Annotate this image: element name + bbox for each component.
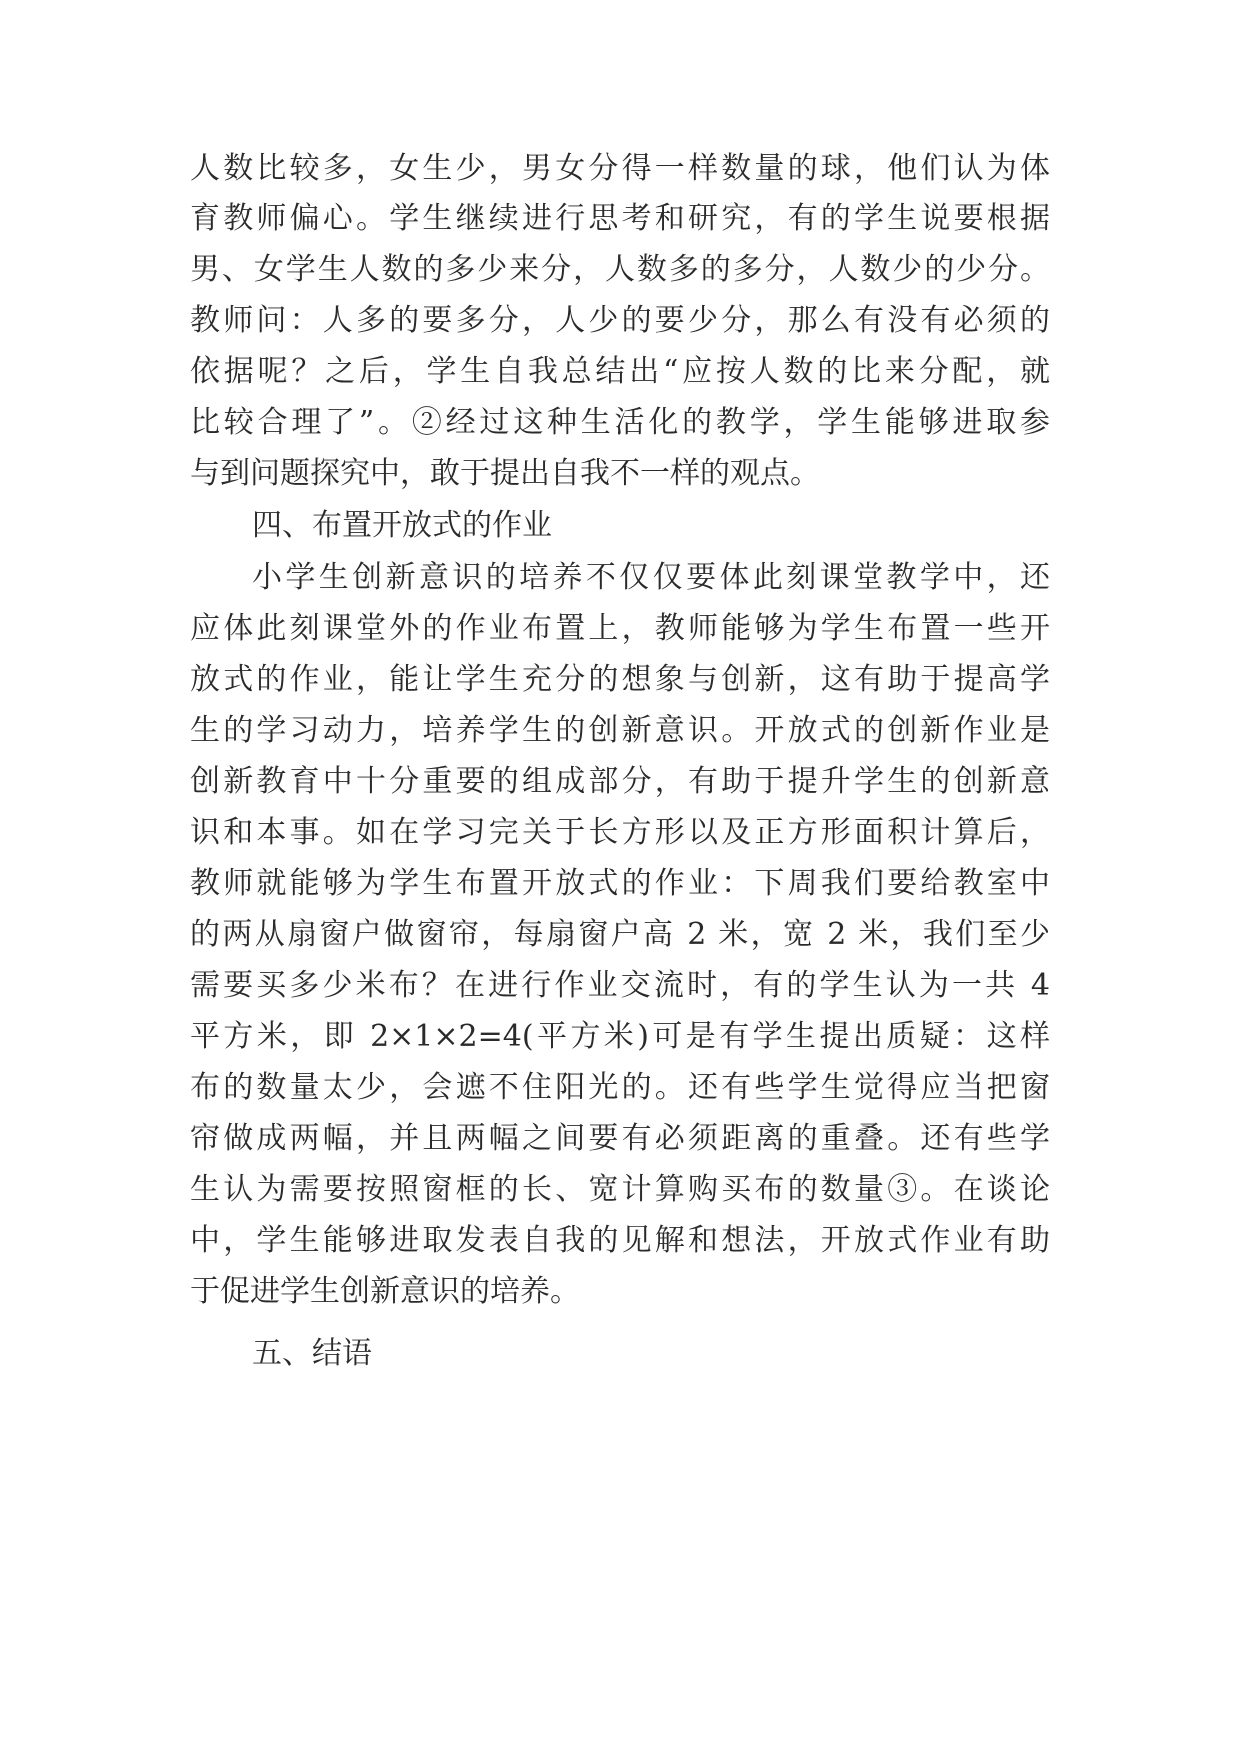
paragraph-line: 小学生创新意识的培养不仅仅要体此刻课堂教学中，还 [252, 560, 1050, 595]
section-heading: 五、结语 [252, 1336, 372, 1371]
paragraph-line: 布的数量太少，会遮不住阳光的。还有些学生觉得应当把窗 [190, 1070, 1050, 1105]
paragraph-line: 比较合理了”。②经过这种生活化的教学，学生能够进取参 [190, 405, 1050, 440]
paragraph-line: 的两从扇窗户做窗帘，每扇窗户高 2 米，宽 2 米，我们至少 [190, 917, 1050, 952]
paragraph-line: 育教师偏心。学生继续进行思考和研究，有的学生说要根据 [190, 201, 1050, 236]
paragraph-line: 应体此刻课堂外的作业布置上，教师能够为学生布置一些开 [190, 611, 1050, 646]
paragraph-line: 人数比较多，女生少，男女分得一样数量的球，他们认为体 [190, 151, 1050, 186]
paragraph-line: 创新教育中十分重要的组成部分，有助于提升学生的创新意 [190, 764, 1050, 799]
paragraph-line: 帘做成两幅，并且两幅之间要有必须距离的重叠。还有些学 [190, 1121, 1050, 1156]
section-heading: 四、布置开放式的作业 [252, 508, 552, 543]
paragraph-line: 平方米，即 2×1×2=4(平方米)可是有学生提出质疑：这样 [190, 1019, 1050, 1054]
paragraph-line: 生认为需要按照窗框的长、宽计算购买布的数量③。在谈论 [190, 1172, 1050, 1207]
paragraph-line: 教师就能够为学生布置开放式的作业：下周我们要给教室中 [190, 866, 1050, 901]
paragraph-line: 识和本事。如在学习完关于长方形以及正方形面积计算后， [190, 815, 1050, 850]
paragraph-line: 生的学习动力，培养学生的创新意识。开放式的创新作业是 [190, 713, 1050, 748]
paragraph-line: 与到问题探究中，敢于提出自我不一样的观点。 [190, 456, 820, 491]
paragraph-line: 放式的作业，能让学生充分的想象与创新，这有助于提高学 [190, 662, 1050, 697]
paragraph-line: 教师问：人多的要多分，人少的要少分，那么有没有必须的 [190, 303, 1050, 338]
paragraph-line: 男、女学生人数的多少来分，人数多的多分，人数少的少分。 [190, 252, 1050, 287]
paragraph-line: 于促进学生创新意识的培养。 [190, 1274, 580, 1309]
paragraph-line: 依据呢？之后，学生自我总结出“应按人数的比来分配，就 [190, 354, 1050, 389]
paragraph-line: 中，学生能够进取发表自我的见解和想法，开放式作业有助 [190, 1223, 1050, 1258]
paragraph-line: 需要买多少米布？在进行作业交流时，有的学生认为一共 4 [190, 968, 1050, 1003]
